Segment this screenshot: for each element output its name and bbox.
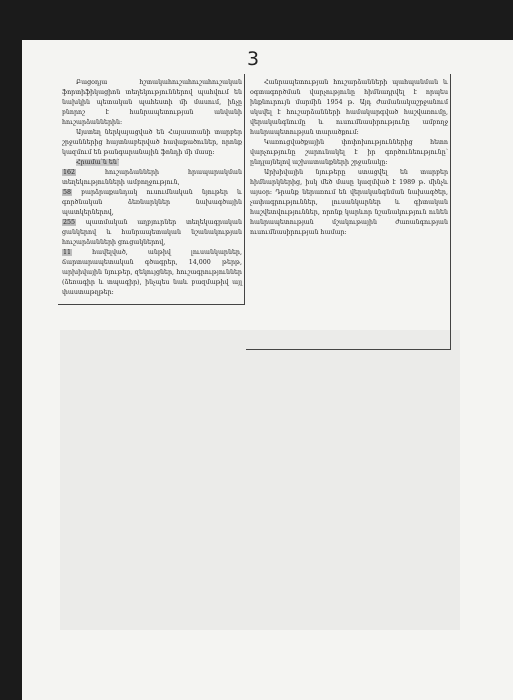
left-sub-intro-paragraph: Այստեղ ներկայացված են Հայաստանի տարբեր շրջաններից հայտնաբերված հավաքածուներ, որոնք կազմում են թանգարանային ֆոնդի մի մասը: (62, 129, 242, 156)
item-number: 11 (63, 249, 72, 256)
right-paragraph-1: Հանրապետության հուշարձանների պահպանման և օգտագործման վարչությունը հիմնադրվել է որպես ինքնուրույն մարմին 1954 թ. Այդ ժամանակաշրջանում սկսվել է հուշարձանների համակարգված հաշվառումը, վերականգնումը և ուսումնասիրությունը ամբողջ հանրապետության տարածքում: (250, 79, 448, 136)
list-item (62, 218, 242, 248)
right-paragraph-3: Արխիվային նյութերը ստացվել են տարբեր հիմնարկներից, իսկ մեծ մասը կազմված է 1989 թ. մինչև այսօր։ Դրանք ներառում են վերականգնման նախագծեր, չափագրություններ, լուսանկարներ և գիտական հաշվետվություններ, որոնք կարևոր նշանակություն ունեն հանրապետության մշակութային ժառանգության ուսումնասիրության համար: (250, 169, 448, 236)
list-item (62, 248, 242, 298)
item-text: բարձրաքանդակ ուսումնական նյութեր և գործնական ձեռնարկներ նախագծային պատկերներով, (62, 189, 242, 216)
left-column (62, 78, 242, 298)
left-intro-paragraph: Բացօդյա հշտակահուշահուշահուշական ֆորտիֆիկացիոն տեղեկություններով պահվում են նախկին պետական պահեստի մի մասում, ինչը բնորոշ է հանրապետության անվանի հուշարձաններին: (62, 79, 242, 126)
item-number: 255 (63, 219, 76, 226)
item-text: հավելված, անթիվ լուսանկարներ, ճարտարապետական գծագրեր, 14,000 թերթ, արխիվային նյութեր, զեկույցներ, հուշագրություններ (ձեռագիր և տպագիր), ինչպես նաև բազմաթիվ այլ փաստաթղթեր։ (62, 249, 242, 296)
item-number: 162 (63, 169, 76, 176)
list-item (62, 188, 242, 218)
page-number: 3 (247, 48, 260, 70)
list-item (62, 168, 242, 188)
list-heading: Հրամա՝ն են՝ (76, 159, 120, 166)
item-number: 58 (63, 189, 72, 196)
right-paragraph-2: Կառուցվածքային փոփոխություններից հետո վարչությունը շարունակել է իր գործունեությունը՝ ընդլայնելով աշխատանքների շրջանակը: (250, 139, 448, 166)
bleed-through-shadow (60, 330, 460, 630)
right-column (250, 78, 448, 238)
item-text: հուշարձանների հրապարակման տեղեկությունների ամբողջություն, (62, 169, 242, 186)
item-text: պատմական աղբյուրներ տեղեկագրական ցանկերով և հանրապետական նշանակության հուշարձանների ցուցակներով, (62, 219, 242, 246)
